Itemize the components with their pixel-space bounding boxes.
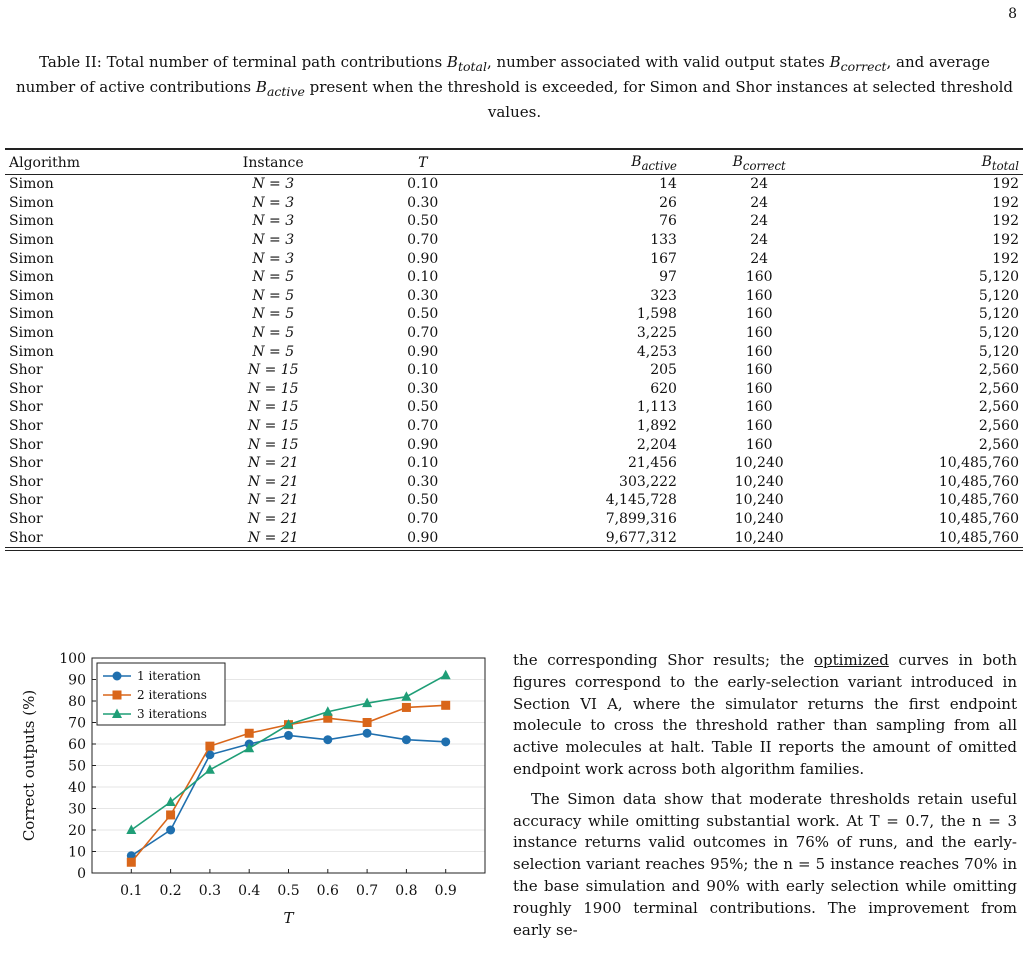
header-tau-symbol: T [418, 155, 428, 171]
table-cell: 10,485,760 [938, 473, 1019, 490]
paragraph-1-a: the corresponding Shor results; the [513, 651, 814, 669]
table-cell: Shor [9, 510, 43, 527]
x-tick-label: 0.1 [120, 883, 143, 899]
table-cell: 167 [650, 250, 677, 267]
table-cell: 0.10 [407, 269, 439, 286]
data-point [205, 742, 214, 751]
header-active-sub: active [641, 158, 677, 173]
data-point [284, 731, 293, 740]
table-cell: 10,240 [734, 455, 784, 472]
paragraph-1 [513, 650, 1017, 781]
series-line [131, 733, 445, 856]
data-point [166, 810, 175, 819]
table-cell: Shor [9, 399, 43, 416]
table-cell: 2,560 [978, 436, 1019, 453]
table-cell: 160 [745, 418, 773, 435]
table-cell: Simon [9, 306, 54, 323]
table-cell: 160 [745, 269, 773, 286]
table-row [5, 473, 1023, 492]
table-cell: 26 [659, 194, 677, 211]
x-tick-label: 0.2 [159, 883, 182, 899]
y-axis-label: Correct outputs (%) [20, 689, 38, 842]
table-cell: 0.70 [407, 232, 439, 249]
table-cell: 10,240 [734, 510, 784, 527]
table-cell: 0.50 [407, 213, 439, 230]
header-correct-sub: correct [742, 158, 786, 173]
header-total-sub: total [991, 158, 1019, 173]
table-cell: 0.90 [407, 436, 439, 453]
table-row [5, 342, 1023, 361]
paragraph-1-b: curves in both figures correspond to the early-selection variant introduced in Section VI A, where the simulator returns the first endpoint molecule to cross the threshold rather than sampling from all active molecules at halt. Table II reports the amount of omitted endpoint work across both algorithm families. [513, 651, 1017, 778]
table-row [5, 380, 1023, 399]
caption-sym-correct: B [829, 53, 841, 71]
table-cell: Simon [9, 213, 54, 230]
table-cell: 160 [745, 325, 773, 342]
y-tick-label: 70 [68, 715, 86, 732]
table-cell: Simon [9, 343, 54, 360]
table-cell: 2,560 [978, 362, 1019, 379]
table-cell: N = 15 [247, 436, 299, 453]
table-cell: 5,120 [978, 269, 1019, 286]
table-cell: N = 15 [247, 418, 299, 435]
data-point [402, 735, 411, 744]
table-row [5, 194, 1023, 213]
data-point [363, 729, 372, 738]
x-tick-label: 0.9 [434, 883, 457, 899]
table-cell: 192 [992, 194, 1019, 211]
x-axis-label: T [283, 909, 294, 927]
legend-label: 3 iterations [137, 707, 207, 721]
table-cell: Shor [9, 473, 43, 490]
table-cell: N = 21 [247, 473, 299, 490]
paragraph-2: The Simon data show that moderate thresholds retain useful accuracy while omitting substantial work. At T = 0.7, the n = 3 instance returns valid outcomes in 76% of runs, and the early-selection variant reaches 95%; the n = 5 instance reaches 70% in the base simulation and 90% with early selection while omitting roughly 1900 terminal contributions. The improvement from early se- [513, 789, 1017, 939]
caption-sub-active: active [266, 84, 305, 99]
table-cell: 160 [745, 287, 773, 304]
table-cell: N = 3 [252, 194, 295, 211]
data-point [127, 858, 136, 867]
table-cell: 160 [745, 380, 773, 397]
table-cell: N = 21 [247, 492, 299, 509]
table-cell: Simon [9, 325, 54, 342]
table-cell: 10,485,760 [938, 510, 1019, 527]
x-tick-label: 0.3 [198, 883, 222, 899]
table-cell: N = 3 [252, 213, 295, 230]
legend-label: 1 iteration [137, 669, 201, 683]
table-cell: 5,120 [978, 306, 1019, 323]
y-tick-label: 100 [59, 651, 86, 667]
header-active-b: B [631, 153, 642, 170]
data-point [323, 735, 332, 744]
table-row [5, 249, 1023, 268]
table-cell: 0.50 [407, 492, 439, 509]
table-cell: 10,485,760 [938, 455, 1019, 472]
table-cell: Shor [9, 362, 43, 379]
table-cell: 0.70 [407, 418, 439, 435]
table-cell: 192 [992, 176, 1019, 193]
data-point [402, 703, 411, 712]
table-cell: N = 15 [247, 399, 299, 416]
y-tick-label: 10 [68, 844, 86, 861]
header-instance: Instance [213, 152, 333, 175]
table-cell: Shor [9, 380, 43, 397]
caption-sym-total: B [446, 53, 458, 71]
table-cell: 620 [650, 380, 677, 397]
table-cell: 2,560 [978, 399, 1019, 416]
table-cell: N = 3 [252, 176, 295, 193]
table-cell: 24 [750, 213, 769, 230]
table-row [5, 435, 1023, 454]
table-cell: 2,560 [978, 418, 1019, 435]
header-tau [333, 152, 512, 175]
data-point [441, 737, 450, 746]
header-correct [677, 152, 841, 175]
table-cell: N = 15 [247, 380, 299, 397]
data-point [113, 691, 122, 700]
caption-sub-correct: correct [840, 59, 887, 74]
table-cell: 5,120 [978, 325, 1019, 342]
table-row [5, 361, 1023, 380]
page-number: 8 [1008, 6, 1017, 22]
table-cell: 21,456 [627, 455, 677, 472]
table-cell: 160 [745, 436, 773, 453]
table-cell: 1,113 [636, 399, 677, 416]
correct-outputs-chart [0, 640, 505, 975]
table-cell: 14 [659, 176, 677, 193]
table-cell: 0.10 [407, 455, 439, 472]
table-row [5, 231, 1023, 250]
table-cell: 0.70 [407, 325, 439, 342]
data-point [126, 825, 136, 835]
paragraph-1-underlined: optimized [813, 651, 889, 669]
table-cell: N = 5 [252, 343, 295, 360]
table-cell: Simon [9, 287, 54, 304]
header-total-b: B [981, 153, 992, 170]
table-row [5, 510, 1023, 529]
x-tick-label: 0.7 [355, 883, 379, 899]
y-tick-label: 20 [68, 823, 86, 839]
data-point [245, 729, 254, 738]
y-tick-label: 0 [77, 866, 86, 882]
table-cell: 5,120 [978, 287, 1019, 304]
x-tick-label: 0.8 [395, 883, 418, 899]
table-cell: 2,560 [978, 380, 1019, 397]
caption-text-3: , and average number of active contributions [15, 53, 990, 96]
results-table [5, 148, 1023, 551]
table-cell: 0.30 [407, 473, 439, 490]
table-cell: 0.90 [407, 250, 439, 267]
table-row [5, 212, 1023, 231]
table-cell: 0.90 [407, 343, 439, 360]
table-cell: Shor [9, 529, 43, 546]
table-cell: 24 [750, 250, 769, 267]
y-tick-label: 60 [68, 737, 86, 753]
table-row [5, 287, 1023, 306]
table-cell: 3,225 [636, 325, 677, 342]
table-row [5, 454, 1023, 473]
table-cell: 24 [750, 194, 769, 211]
table-row [5, 491, 1023, 510]
table-row [5, 398, 1023, 417]
table-row [5, 175, 1023, 194]
table-cell: 160 [745, 362, 773, 379]
table-row [5, 417, 1023, 436]
table-cell: Shor [9, 436, 43, 453]
table-cell: N = 5 [252, 269, 295, 286]
table-cell: N = 3 [252, 250, 295, 267]
table-cell: 76 [659, 213, 677, 230]
data-point [441, 701, 450, 710]
table-cell: 205 [650, 362, 677, 379]
table-cell: 10,485,760 [938, 529, 1019, 546]
table-row [5, 268, 1023, 287]
table-cell: Simon [9, 232, 54, 249]
table-cell: 1,598 [636, 306, 677, 323]
body-text [513, 650, 1017, 949]
table-cell: N = 21 [247, 455, 299, 472]
table-cell: 0.30 [407, 287, 439, 304]
table-cell: Shor [9, 418, 43, 435]
x-tick-label: 0.4 [238, 883, 261, 899]
table-cell: 7,899,316 [605, 510, 677, 527]
table-cell: 2,204 [636, 436, 677, 453]
y-tick-label: 80 [68, 694, 86, 710]
table-cell: 24 [750, 176, 769, 193]
table-cell: 0.10 [407, 176, 439, 193]
table-cell: 0.90 [407, 529, 439, 546]
table-cell: 5,120 [978, 343, 1019, 360]
table-cell: 9,677,312 [605, 529, 677, 546]
table-cell: 0.30 [407, 380, 439, 397]
table-cell: 1,892 [636, 418, 677, 435]
table-cell: Simon [9, 250, 54, 267]
header-total [841, 152, 1023, 175]
header-algorithm: Algorithm [5, 152, 213, 175]
table-row [5, 324, 1023, 343]
table-cell: Shor [9, 455, 43, 472]
table-cell: Simon [9, 176, 54, 193]
legend-label: 2 iterations [137, 688, 207, 702]
table-cell: 133 [650, 232, 677, 249]
table-cell: 160 [745, 306, 773, 323]
table-cell: N = 21 [247, 510, 299, 527]
data-point [166, 826, 175, 835]
table-cell: 192 [992, 213, 1019, 230]
table-cell: 10,240 [734, 529, 784, 546]
x-tick-label: 0.5 [277, 883, 300, 899]
y-tick-label: 40 [68, 780, 86, 796]
table-cell: Simon [9, 269, 54, 286]
table-cell: Simon [9, 194, 54, 211]
table-row [5, 305, 1023, 324]
table-cell: 97 [659, 269, 677, 286]
table-cell: N = 5 [252, 287, 295, 304]
table-cell: 192 [992, 250, 1019, 267]
caption-sym-active: B [255, 78, 267, 96]
caption-sub-total: total [457, 59, 487, 74]
table-cell: 323 [650, 287, 677, 304]
y-tick-label: 90 [68, 672, 86, 689]
table-cell: 4,145,728 [605, 492, 677, 509]
table-cell: 10,240 [734, 492, 784, 509]
header-correct-b: B [732, 153, 743, 170]
table-cell: 160 [745, 343, 773, 360]
table-cell: N = 5 [252, 306, 295, 323]
table-caption [14, 52, 1015, 123]
table-cell: N = 5 [252, 325, 295, 342]
table-row [5, 528, 1023, 547]
table-cell: 303,222 [619, 473, 677, 490]
caption-text-1: Table II: Total number of terminal path contributions [39, 53, 447, 71]
table-cell: Shor [9, 492, 43, 509]
y-tick-label: 30 [68, 801, 86, 818]
table-cell: N = 15 [247, 362, 299, 379]
table-cell: 10,240 [734, 473, 784, 490]
table-cell: 24 [750, 232, 769, 249]
table-cell: 10,485,760 [938, 492, 1019, 509]
table-cell: 0.50 [407, 399, 439, 416]
caption-text-2: , number associated with valid output states [486, 53, 830, 71]
data-point [441, 670, 451, 680]
caption-text-4: present when the threshold is exceeded, for Simon and Shor instances at selected threshold values. [304, 78, 1014, 121]
table-cell: N = 3 [252, 232, 295, 249]
table-cell: 4,253 [636, 343, 677, 360]
header-active [512, 152, 677, 175]
data-point [401, 691, 411, 701]
table-cell: 0.70 [407, 510, 439, 527]
data-point [113, 672, 122, 681]
x-tick-label: 0.6 [316, 883, 339, 899]
table-cell: 192 [992, 232, 1019, 249]
table-cell: 0.10 [407, 362, 439, 379]
table-body [5, 175, 1023, 548]
table-cell: 160 [745, 399, 773, 416]
data-point [166, 797, 176, 807]
y-tick-label: 50 [68, 758, 86, 775]
table-cell: 0.50 [407, 306, 439, 323]
table-cell: N = 21 [247, 529, 299, 546]
table-cell: 0.30 [407, 194, 439, 211]
data-point [363, 718, 372, 727]
